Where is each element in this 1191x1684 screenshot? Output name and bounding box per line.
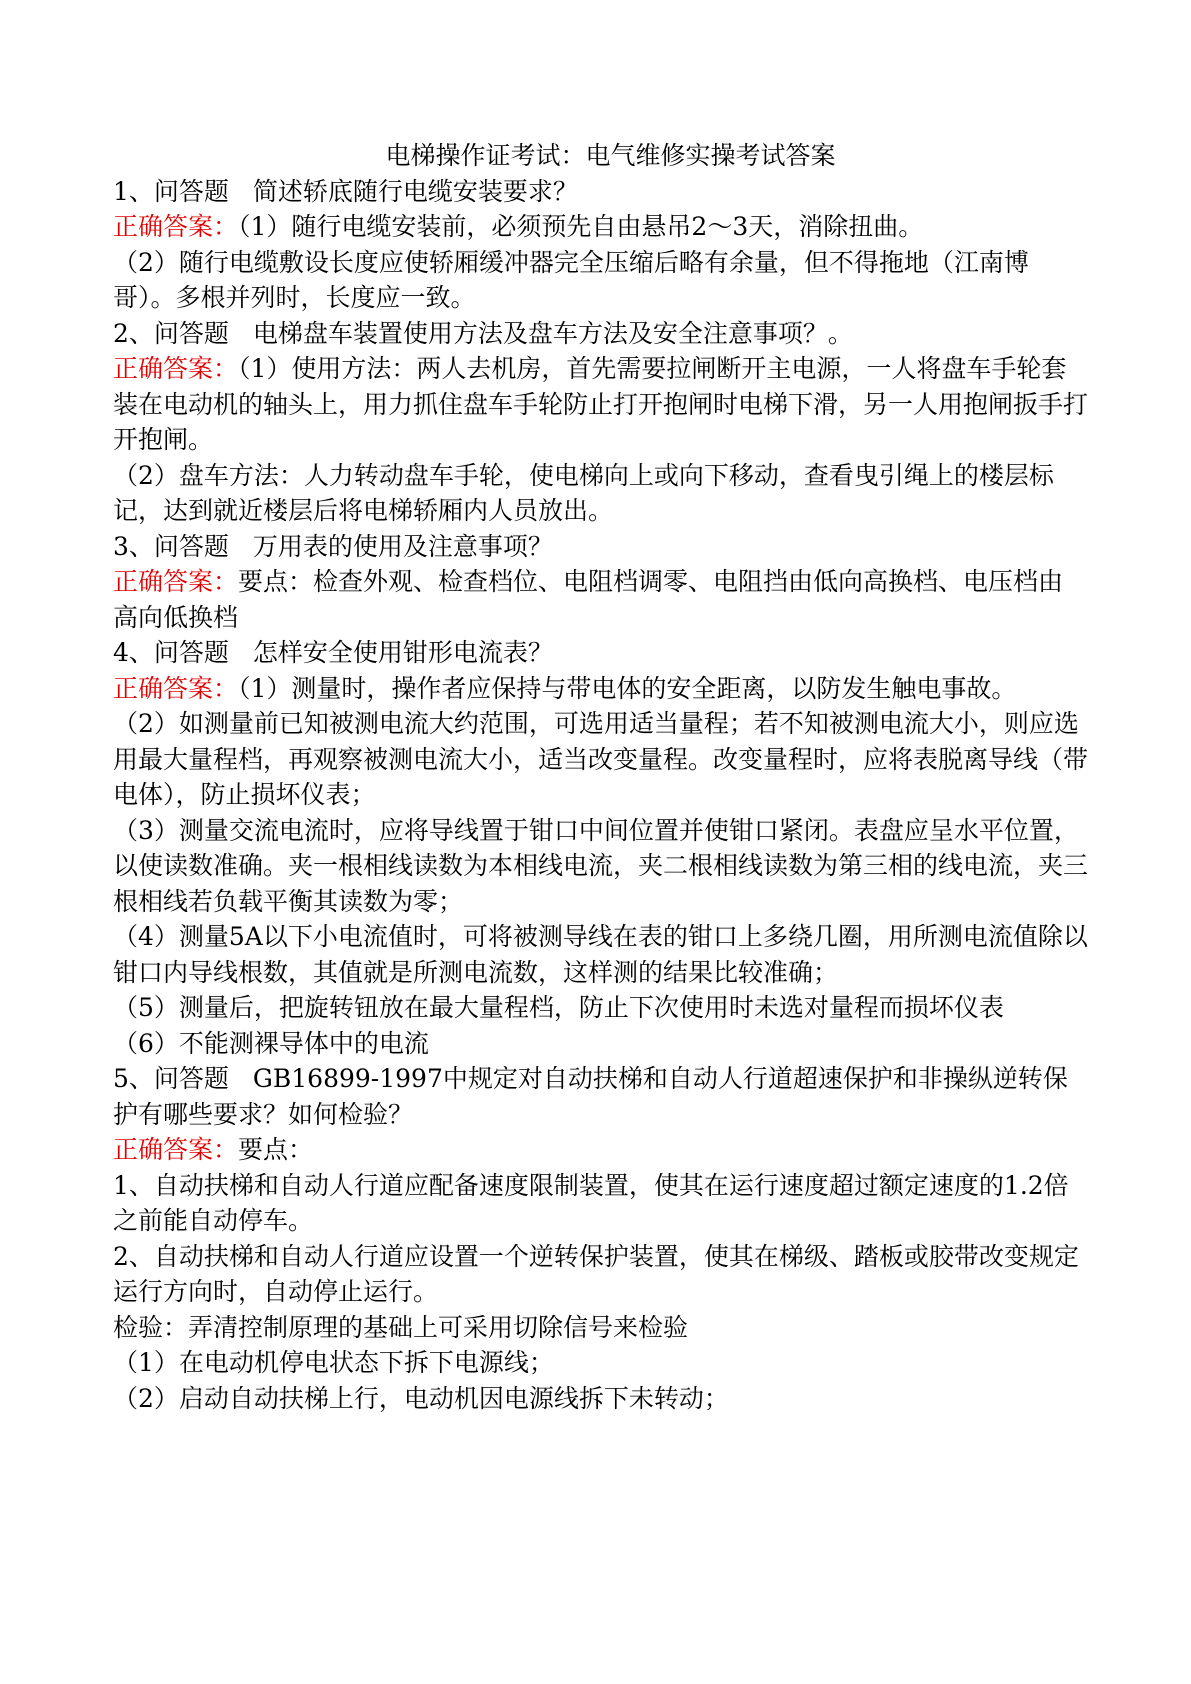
answer-line (113, 1132, 1088, 1168)
question-block (113, 529, 1088, 636)
answer-paragraph: （2）随行电缆敷设长度应使轿厢缓冲器完全压缩后略有余量，但不得拖地（江南博哥）。多根并列时，长度应一致。 (113, 247, 1029, 312)
question-number: 4、 (113, 638, 154, 667)
question-line (113, 1061, 1088, 1132)
question-block (113, 1061, 1088, 1416)
question-type: 问答题 (153, 176, 229, 206)
question-text: GB16899-1997中规定对自动扶梯和自动人行道超速保护和非操纵逆转保护有哪些要求？如何检验？ (113, 1064, 1068, 1129)
question-number: 5、 (113, 1064, 154, 1093)
answer-label: 正确答案： (113, 354, 239, 383)
answer-paragraph: （2）如测量前已知被测电流大约范围，可选用适当量程；若不知被测电流大小，则应选用最大量程档，再观察被测电流大小，适当改变量程。改变量程时，应将表脱离导线（带电体），防止损坏仪表； (113, 709, 1089, 809)
question-block (113, 635, 1088, 1061)
answer-text: 要点： (238, 1135, 314, 1164)
question-line (113, 174, 1088, 210)
answer-label: 正确答案： (113, 212, 239, 241)
question-block (113, 316, 1088, 529)
answer-paragraph: （3）测量交流电流时，应将导线置于钳口中间位置并使钳口紧闭。表盘应呈水平位置，以使读数准确。夹一根相线读数为本相线电流，夹二根相线读数为第三相的线电流，夹三根相线若负载平衡其读数为零； (113, 815, 1089, 916)
document-title: 电梯操作证考试：电气维修实操考试答案 (385, 141, 836, 170)
answer-text: 要点：检查外观、检查档位、电阻档调零、电阻挡由低向高换档、电压档由高向低换档 (113, 567, 1064, 632)
answer-label: 正确答案： (113, 567, 239, 596)
question-number: 1、 (113, 176, 154, 206)
answer-paragraph: （1）在电动机停电状态下拆下电源线； (113, 1348, 554, 1377)
answer-paragraph: （5）测量后，把旋转钮放在最大量程档，防止下次使用时未选对量程而损坏仪表 (113, 993, 1004, 1022)
document-page (113, 138, 1088, 1416)
question-type: 问答题 (153, 318, 229, 348)
answer-paragraph: （2）启动自动扶梯上行，电动机因电源线拆下未转动； (113, 1383, 729, 1413)
answer-line (113, 351, 1088, 458)
question-text: 电梯盘车装置使用方法及盘车方法及安全注意事项？。 (252, 318, 853, 348)
answer-line (113, 671, 1088, 707)
answer-paragraph: （2）盘车方法：人力转动盘车手轮，使电梯向上或向下移动，查看曳引绳上的楼层标记，达到就近楼层后将电梯轿厢内人员放出。 (113, 460, 1054, 525)
question-number: 2、 (113, 318, 154, 348)
question-text: 怎样安全使用钳形电流表？ (252, 638, 553, 667)
question-type: 问答题 (153, 531, 229, 561)
answer-text: （1）使用方法：两人去机房，首先需要拉闸断开主电源，一人将盘车手轮套装在电动机的轴头上，用力抓住盘车手轮防止打开抱闸时电梯下滑，另一人用抱闸扳手打开抱闸。 (113, 354, 1089, 454)
answer-paragraph: 2、自动扶梯和自动人行道应设置一个逆转保护装置，使其在梯级、踏板或胶带改变规定运行方向时，自动停止运行。 (113, 1241, 1079, 1306)
question-number: 3、 (113, 531, 154, 561)
question-text: 万用表的使用及注意事项？ (252, 531, 553, 561)
answer-paragraph: 检验：弄清控制原理的基础上可采用切除信号来检验 (113, 1312, 689, 1342)
answer-paragraph: （4）测量5A以下小电流值时，可将被测导线在表的钳口上多绕几圈，用所测电流值除以钳口内导线根数，其值就是所测电流数，这样测的结果比较准确； (113, 922, 1088, 987)
answer-text: （1）随行电缆安装前，必须预先自由悬吊2～3天，消除扭曲。 (238, 212, 924, 241)
answer-paragraph: （6）不能测裸导体中的电流 (113, 1028, 429, 1058)
answer-line (113, 209, 1088, 245)
answer-text: （1）测量时，操作者应保持与带电体的安全距离，以防发生触电事故。 (238, 673, 1017, 703)
answer-paragraph: 1、自动扶梯和自动人行道应配备速度限制装置，使其在运行速度超过额定速度的1.2倍之前能自动停车。 (113, 1170, 1069, 1235)
answer-line (113, 564, 1088, 635)
question-text: 简述轿底随行电缆安装要求？ (252, 176, 578, 206)
question-line (113, 635, 1088, 671)
question-type: 问答题 (153, 1064, 229, 1093)
question-block (113, 174, 1088, 316)
answer-label: 正确答案： (113, 673, 239, 703)
question-line (113, 316, 1088, 352)
qa-list (113, 174, 1088, 1417)
answer-label: 正确答案： (113, 1135, 239, 1164)
question-type: 问答题 (153, 638, 229, 667)
question-line (113, 529, 1088, 565)
